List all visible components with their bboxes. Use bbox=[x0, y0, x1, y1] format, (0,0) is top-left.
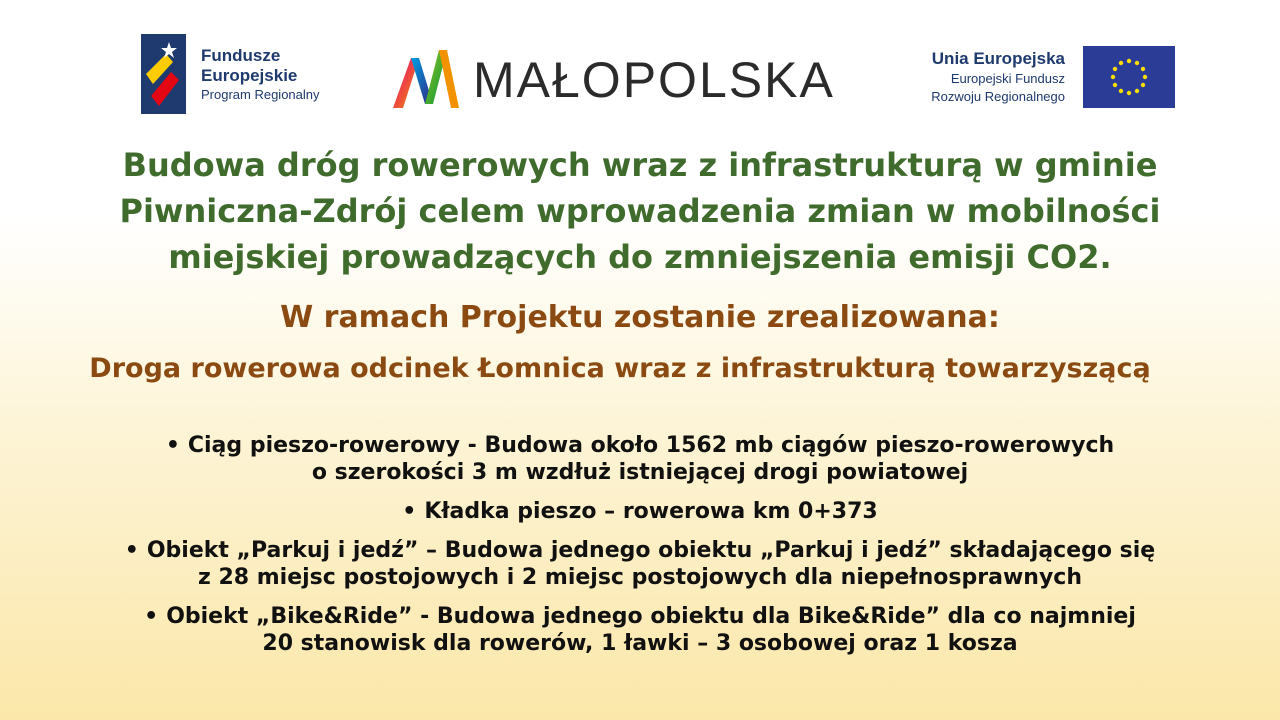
subtitle: W ramach Projektu zostanie zrealizowana: bbox=[280, 300, 1000, 335]
malopolska-logo bbox=[393, 44, 853, 114]
fe-line1: Fundusze bbox=[201, 46, 281, 65]
list-item bbox=[40, 603, 1240, 657]
unia-europejska-text bbox=[931, 48, 1065, 106]
fundusze-europejskie-mark-icon bbox=[141, 34, 186, 114]
bullet-icon: • bbox=[402, 499, 417, 524]
project-title-line2: Piwniczna-Zdrój celem wprowadzenia zmian w mobilności bbox=[119, 192, 1161, 230]
eu-flag-icon bbox=[1083, 46, 1175, 108]
item-line1: Obiekt „Parkuj i jedź” – Budowa jednego obiektu „Parkuj i jedź” składającego się bbox=[146, 538, 1156, 563]
item-line2: z 28 miejsc postojowych i 2 miejsc postojowych dla niepełnosprawnych bbox=[198, 565, 1082, 590]
logo-bar bbox=[0, 0, 1280, 130]
ue-line3: Rozwoju Regionalnego bbox=[931, 89, 1065, 104]
fe-line3: Program Regionalny bbox=[201, 87, 320, 102]
fundusze-europejskie-text bbox=[201, 46, 320, 104]
list-item bbox=[40, 498, 1240, 525]
item-line1: Obiekt „Bike&Ride” - Budowa jednego obiektu dla Bike&Ride” dla co najmniej bbox=[166, 604, 1136, 629]
list-item bbox=[40, 537, 1240, 591]
malopolska-m-mark-icon bbox=[393, 44, 463, 110]
list-item bbox=[40, 432, 1240, 486]
malopolska-wordmark: MAŁOPOLSKA bbox=[473, 52, 835, 108]
ue-line1: Unia Europejska bbox=[931, 49, 1065, 68]
items-list bbox=[40, 432, 1240, 669]
project-title-line1: Budowa dróg rowerowych wraz z infrastrukturą w gminie bbox=[122, 146, 1158, 184]
item-line2: 20 stanowisk dla rowerów, 1 ławki – 3 osobowej oraz 1 kosza bbox=[262, 631, 1018, 656]
item-line1: Kładka pieszo – rowerowa km 0+373 bbox=[424, 499, 878, 524]
bullet-icon: • bbox=[165, 433, 180, 458]
bullet-icon: • bbox=[144, 604, 159, 629]
item-line1: Ciąg pieszo-rowerowy - Budowa około 1562 mb ciągów pieszo-rowerowych bbox=[187, 433, 1115, 458]
project-title bbox=[60, 142, 1220, 280]
project-name: Droga rowerowa odcinek Łomnica wraz z infrastrukturą towarzyszącą bbox=[89, 353, 1151, 384]
fe-line2: Europejskie bbox=[201, 66, 298, 85]
bullet-icon: • bbox=[124, 538, 139, 563]
unia-europejska-logo bbox=[905, 46, 1175, 112]
project-title-line3: miejskiej prowadzących do zmniejszenia emisji CO2. bbox=[168, 238, 1112, 276]
ue-line2: Europejski Fundusz bbox=[950, 71, 1065, 86]
fundusze-europejskie-logo bbox=[141, 34, 341, 114]
item-line2: o szerokości 3 m wzdłuż istniejącej drogi powiatowej bbox=[311, 460, 969, 485]
